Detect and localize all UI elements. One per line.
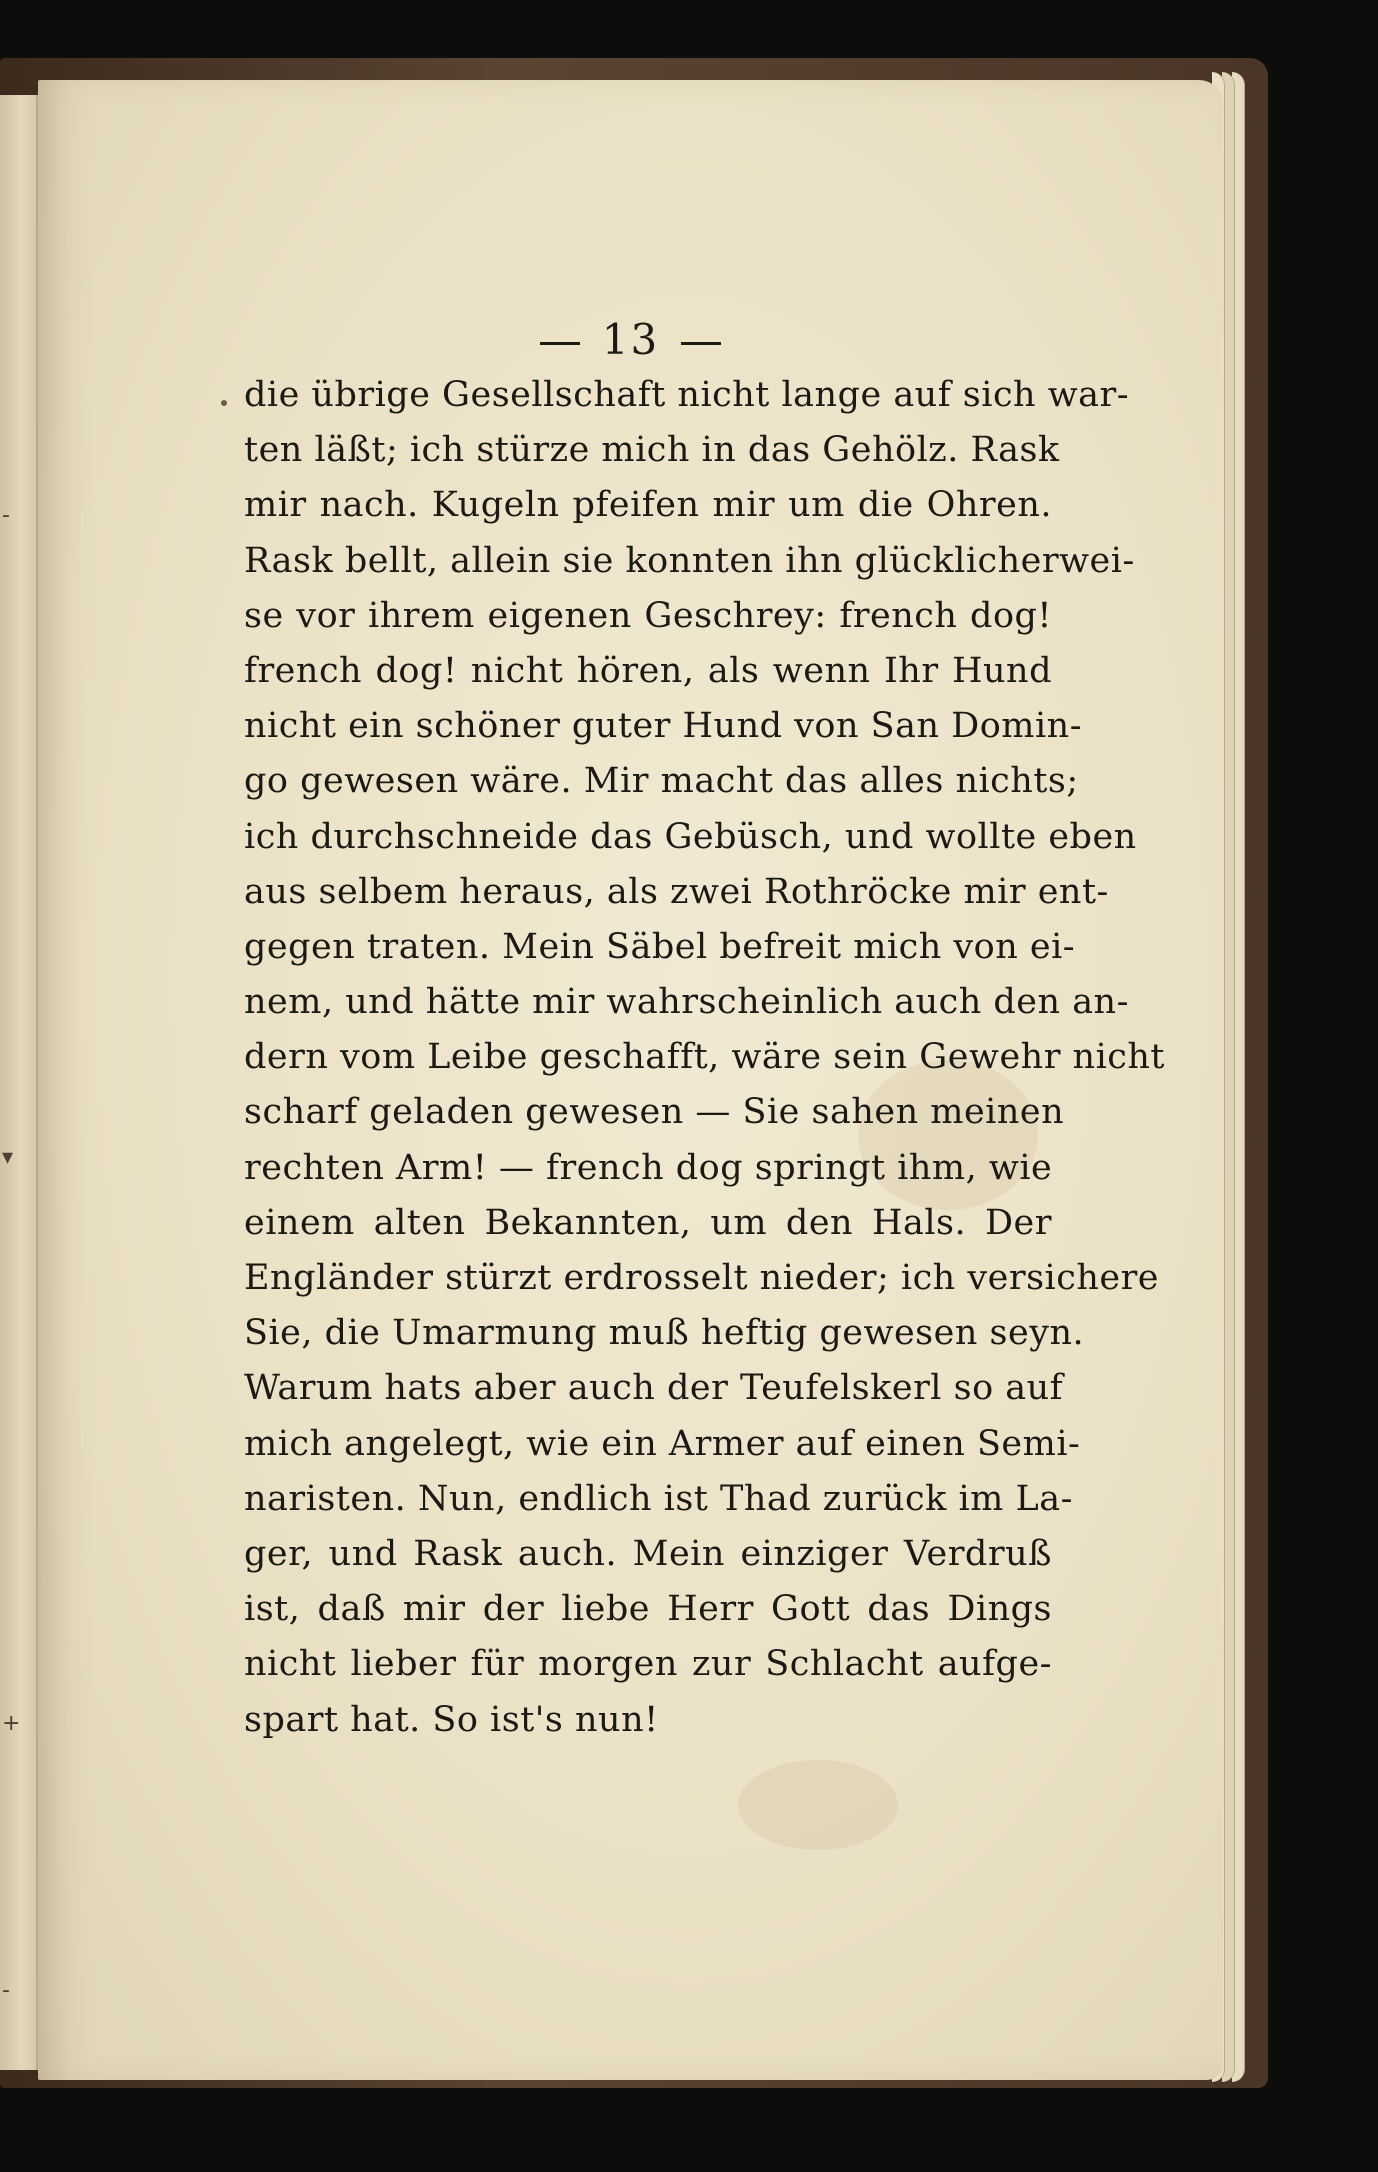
text-line: dern vom Leibe geschafft, wäre sein Gewehr nicht [244, 1037, 1165, 1078]
text-line: aus selbem heraus, als zwei Rothröcke mir ent- [244, 871, 1109, 912]
text-line: nem, und hätte mir wahrscheinlich auch den an- [244, 982, 1129, 1023]
text-line: mich angelegt, wie ein Armer auf einen Semi- [244, 1423, 1081, 1464]
text-line: french dog! nicht hören, als wenn Ihr Hund [244, 650, 1052, 691]
page-number-text: 13 [601, 315, 660, 364]
text-line: go gewesen wäre. Mir macht das alles nichts; [244, 761, 1079, 802]
margin-mark: - [2, 503, 10, 528]
text-line: Rask bellt, allein sie konnten ihn glücklicherwei- [244, 540, 1135, 581]
text-line: spart hat. So ist's nun! [244, 1699, 659, 1740]
text-line: naristen. Nun, endlich ist Thad zurück im La- [244, 1478, 1073, 1519]
text-line: ten läßt; ich stürze mich in das Gehölz. Rask [244, 430, 1060, 471]
text-line: Engländer stürzt erdrosselt nieder; ich versichere [244, 1258, 1160, 1298]
text-line: mir nach. Kugeln pfeifen mir um die Ohren. [244, 485, 1052, 526]
page-number [38, 315, 1223, 364]
text-line: die übrige Gesellschaft nicht lange auf sich war- [244, 375, 1130, 415]
margin-mark: ▾ [2, 1145, 14, 1170]
text-line: ist, daß mir der liebe Herr Gott das Dings [244, 1589, 1052, 1630]
dash-right [681, 342, 721, 345]
margin-mark: + [2, 1711, 21, 1736]
dash-left [540, 342, 580, 345]
text-line: gegen traten. Mein Säbel befreit mich von ei- [244, 926, 1076, 967]
body-text [244, 368, 1165, 1748]
text-line: Warum hats aber auch der Teufelskerl so auf [244, 1368, 1064, 1409]
ink-dot [221, 400, 227, 406]
text-line: scharf geladen gewesen — Sie sahen meinen [244, 1092, 1065, 1133]
text-line: Sie, die Umarmung muß heftig gewesen seyn. [244, 1313, 1085, 1354]
text-line: einem alten Bekannten, um den Hals. Der [244, 1202, 1052, 1243]
paper-stain [738, 1760, 898, 1850]
text-line: nicht lieber für morgen zur Schlacht aufge- [244, 1644, 1052, 1685]
book-page [38, 80, 1223, 2080]
left-facing-page [0, 95, 38, 2070]
text-line: ger, und Rask auch. Mein einziger Verdruß [244, 1533, 1052, 1574]
text-line: nicht ein schöner guter Hund von San Domin- [244, 706, 1083, 747]
margin-mark: - [2, 1978, 10, 2003]
text-line: rechten Arm! — french dog springt ihm, wie [244, 1147, 1053, 1188]
text-line: ich durchschneide das Gebüsch, und wollte eben [244, 816, 1137, 857]
text-line: se vor ihrem eigenen Geschrey: french dog! [244, 595, 1052, 636]
